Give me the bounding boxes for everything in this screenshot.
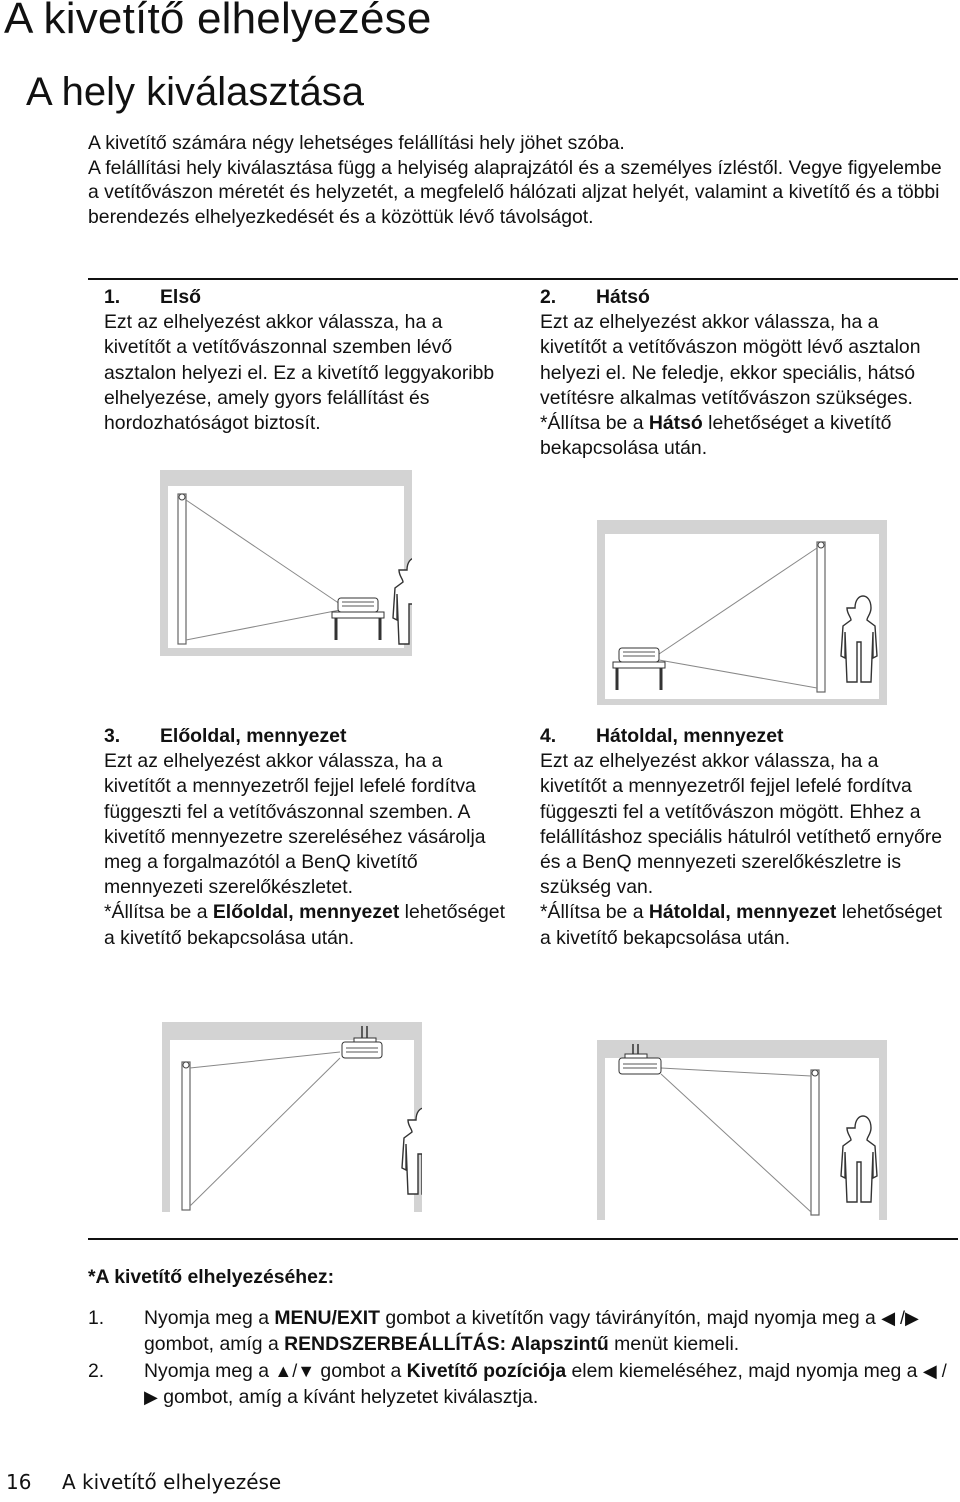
page-title: A kivetítő elhelyezése <box>4 0 432 43</box>
intro-text <box>88 131 948 229</box>
up-down-arrows-icon: ▲/▼ <box>274 1360 316 1381</box>
option-note: *Állítsa be a Hátsó lehetőséget a kivetítő bekapcsolása után. <box>540 412 892 460</box>
option-title: Előoldal, mennyezet <box>160 725 347 747</box>
option-front-ceiling <box>104 724 514 951</box>
option-number: 4. <box>540 725 557 747</box>
option-number: 2. <box>540 286 557 308</box>
footer-section-title: A kivetítő elhelyezése <box>62 1470 282 1494</box>
option-description: Ezt az elhelyezést akkor válassza, ha a kivetítőt a mennyezetről fejjel lefelé fordítva függeszti fel a vetítővászon mögött. Ehhez a felállításhoz speciális hátulról vetíthető ernyőre és a BenQ mennyezeti szerelőkészletre is szükség van. <box>540 750 943 899</box>
section-divider-bottom <box>88 1238 958 1240</box>
option-rear <box>540 285 945 461</box>
instruction-step-1: 1. Nyomja meg a MENU/EXIT gombot a kivetítőn vagy távirányítón, majd nyomja meg a ◀ /▶ gombot, amíg a RENDSZERBEÁLLÍTÁS: Alapszintű menüt kiemeli. <box>88 1307 919 1356</box>
menu-exit-key: MENU/EXIT <box>274 1307 380 1329</box>
option-title: Hátsó <box>596 286 650 308</box>
option-front <box>104 285 514 436</box>
option-description: Ezt az elhelyezést akkor válassza, ha a kivetítőt a vetítővászon mögött lévő asztalon helyezi el. Ne feledje, ekkor speciális, hátsó vetítésre alkalmas vetítővászon szükséges. <box>540 311 921 409</box>
rear-table-diagram <box>597 520 887 705</box>
option-title: Első <box>160 286 201 308</box>
option-title: Hátoldal, mennyezet <box>596 725 784 747</box>
option-description: Ezt az elhelyezést akkor válassza, ha a kivetítőt a vetítővászonnal szemben lévő asztalon helyezi el. Ez a kivetítő leggyakoribb elhelyezése, amely gyors felállítást és hordozhatóságot biztosít. <box>104 311 495 435</box>
front-ceiling-diagram <box>162 1022 422 1212</box>
intro-line-2: A felállítási hely kiválasztása függ a helyiség alaprajzától és a személyes ízléstől. Vegye figyelembe a vetítővászon méretét és helyzetét, a megfelelő hálózati aljzat helyét, valamint a kivetítő és a többi berendezés elhelyezkedését és a közöttük lévő távolságot. <box>88 156 942 228</box>
instruction-steps <box>88 1305 948 1411</box>
section-divider-top <box>88 278 958 280</box>
option-note: *Állítsa be a Előoldal, mennyezet lehetőséget a kivetítő bekapcsolása után. <box>104 901 505 949</box>
left-right-arrows-icon: ◀ /▶ <box>144 1360 947 1408</box>
option-number: 1. <box>104 286 121 308</box>
page-number: 16 <box>6 1470 32 1494</box>
rear-ceiling-diagram <box>597 1040 887 1220</box>
instruction-step-2: 2. Nyomja meg a ▲/▼ gombot a Kivetítő pozíciója elem kiemeléséhez, majd nyomja meg a ◀ /▶ gombot, amíg a kívánt helyzetet kiválasztja. <box>88 1359 947 1409</box>
option-note: *Állítsa be a Hátoldal, mennyezet lehetőséget a kivetítő bekapcsolása után. <box>540 901 943 949</box>
option-number: 3. <box>104 725 121 747</box>
intro-line-1: A kivetítő számára négy lehetséges felállítási hely jöhet szóba. <box>88 132 625 154</box>
section-title: A hely kiválasztása <box>26 70 364 114</box>
option-rear-ceiling <box>540 724 945 951</box>
left-right-arrows-icon: ◀ /▶ <box>881 1308 919 1328</box>
option-description: Ezt az elhelyezést akkor válassza, ha a kivetítőt a mennyezetről fejjel lefelé fordítva függeszti fel a vetítővászonnal szemben. A kivetítő mennyezetre szereléséhez vásárolja meg a forgalmazótól a BenQ kivetítő mennyezeti szerelőkészletet. <box>104 750 486 899</box>
front-table-diagram <box>160 470 412 656</box>
instructions-heading: *A kivetítő elhelyezéséhez: <box>88 1266 335 1288</box>
